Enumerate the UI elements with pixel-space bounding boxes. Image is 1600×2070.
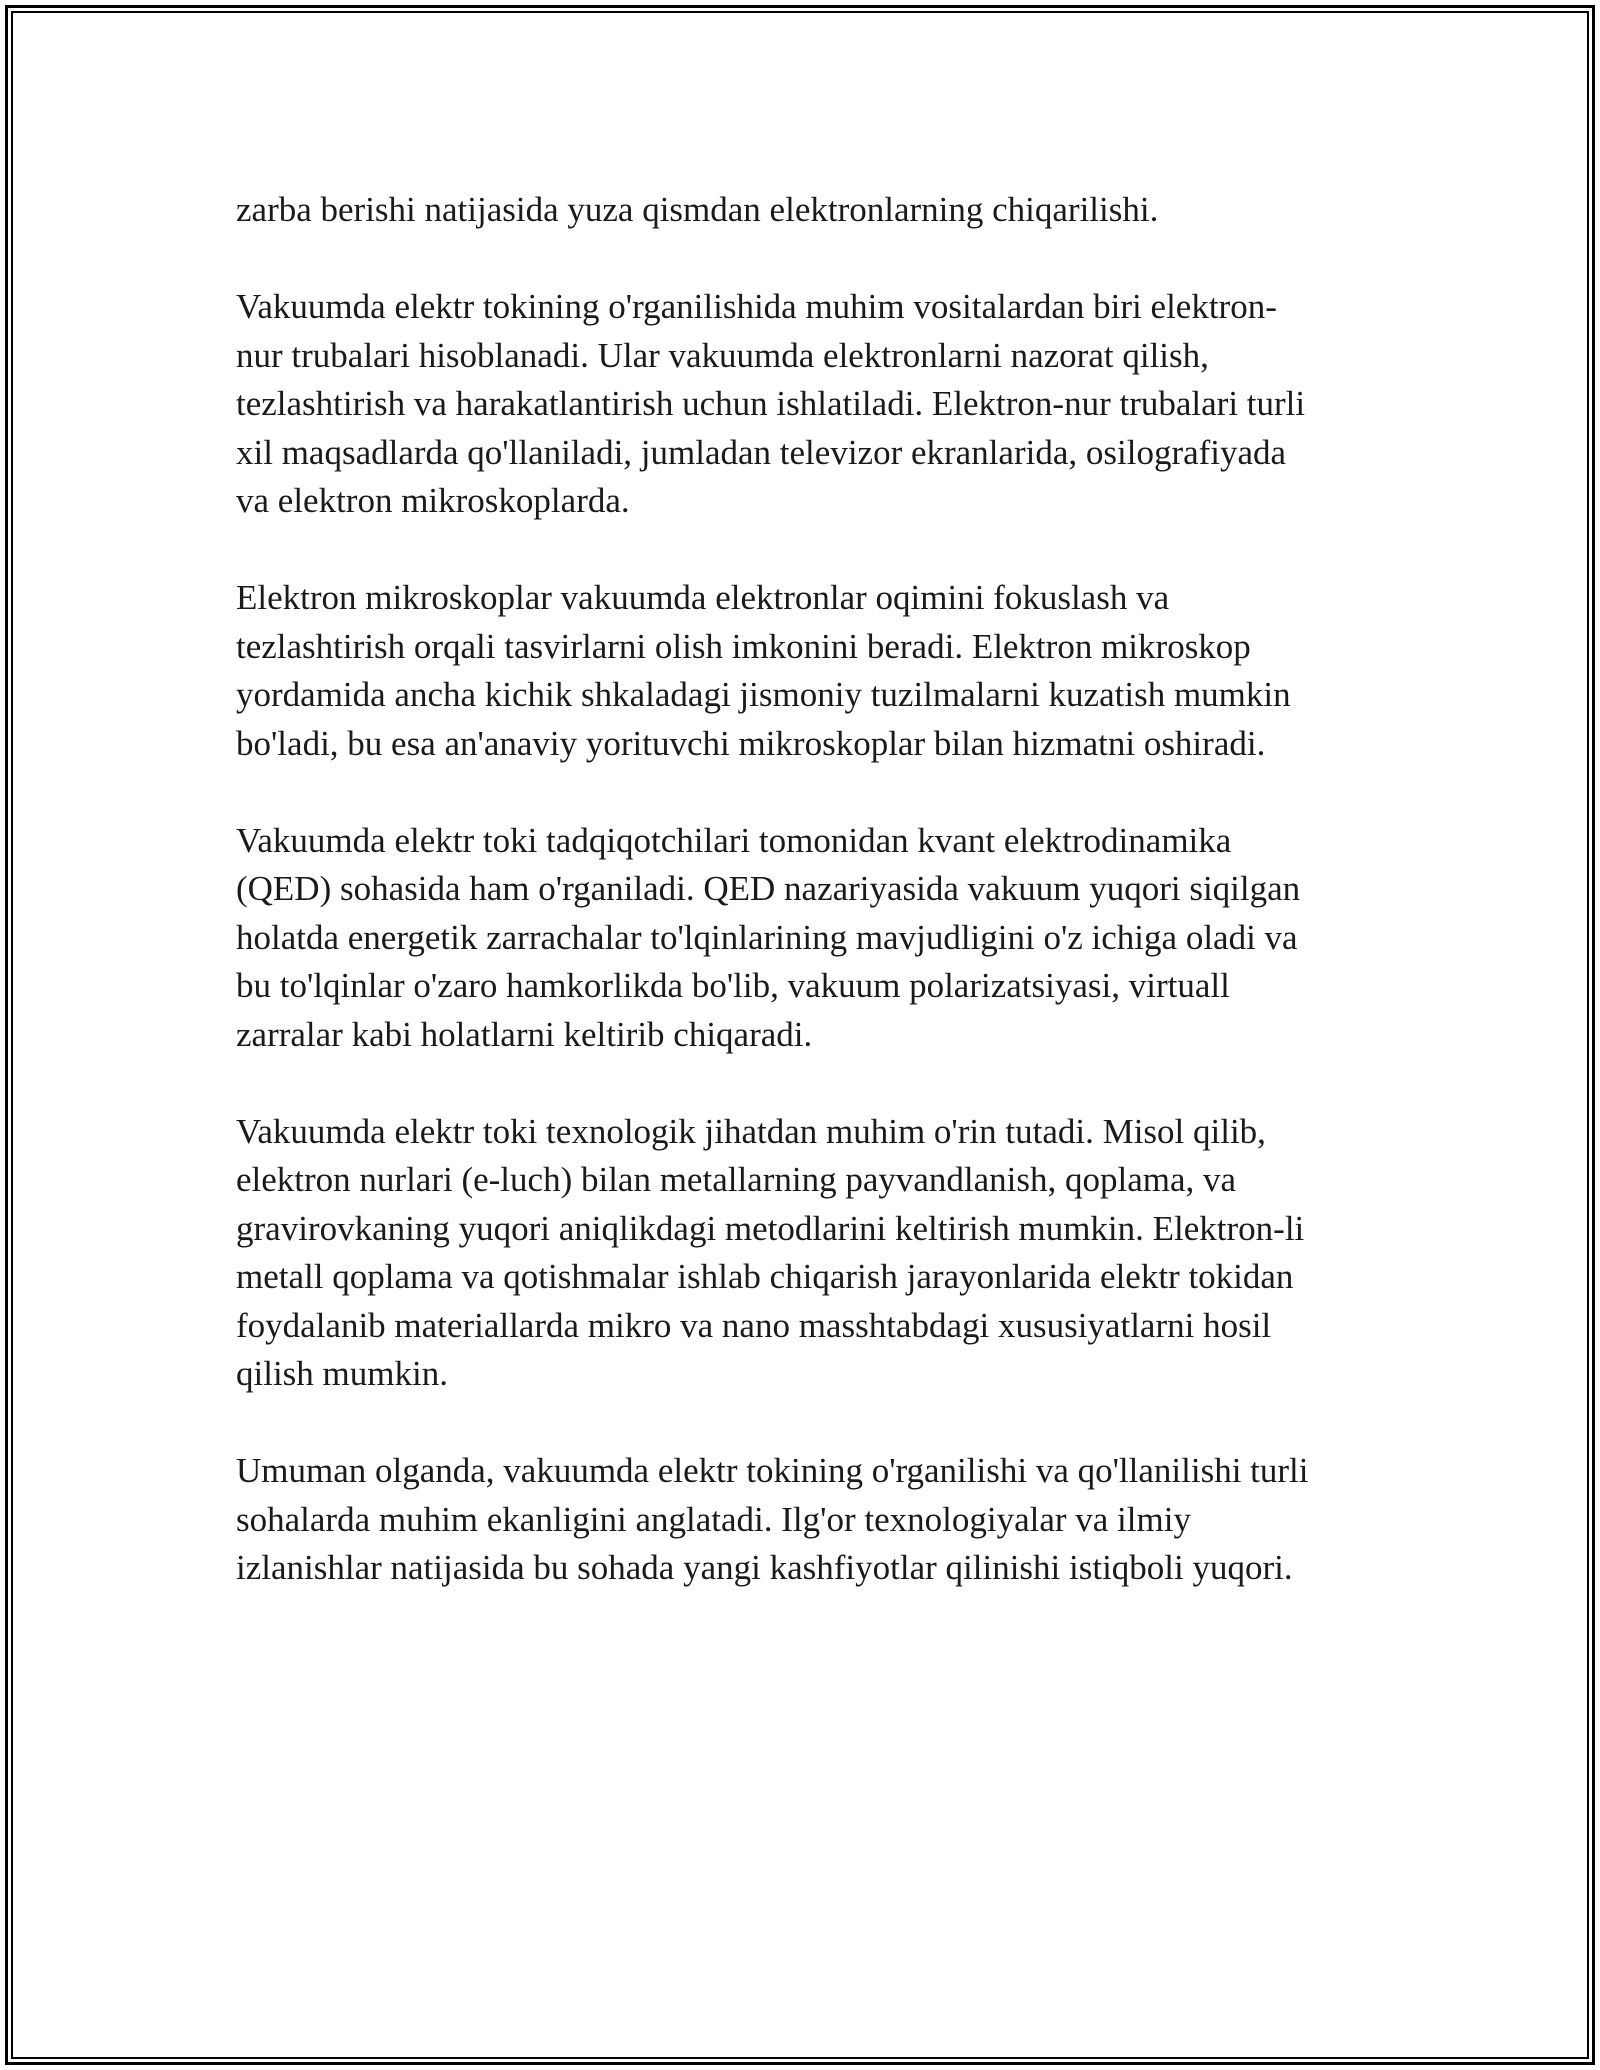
paragraph-5: Vakuumda elektr toki texnologik jihatdan muhim o'rin tutadi. Misol qilib, elektron nurlari (e-luch) bilan metallarning payvandlanish, qoplama, va gravirovkaning yuqori aniqlikdagi metodlarini keltirish mumkin. Elektron-li metall qoplama va qotishmalar ishlab chiqarish jarayonlarida elektr tokidan foydalanib materiallarda mikro va nano masshtabdagi xususiyatlarni hosil qilish mumkin.	[236, 1111, 1305, 1393]
paragraph-3: Elektron mikroskoplar vakuumda elektronlar oqimini fokuslash va tezlashtirish orqali tasvirlarni olish imkonini beradi. Elektron mikroskop yordamida ancha kichik shkaladagi jismoniy tuzilmalarni kuzatish mumkin bo'ladi, bu esa an'anaviy yorituvchi mikroskoplar bilan hizmatni oshiradi.	[236, 578, 1291, 763]
paragraph-6: Umuman olganda, vakuumda elektr tokining o'rganilishi va qo'llanilishi turli sohalarda muhim ekanligini anglatadi. Ilg'or texnologiyalar va ilmiy izlanishlar natijasida bu sohada yangi kashfiyotlar qilinishi istiqboli yuqori.	[236, 1451, 1309, 1587]
paragraph-4: Vakuumda elektr toki tadqiqotchilari tomonidan kvant elektrodinamika (QED) sohasida ham o'rganiladi. QED nazariyasida vakuum yuqori siqilgan holatda energetik zarrachalar to'lqinlarining mavjudligini o'z ichiga oladi va bu to'lqinlar o'zaro hamkorlikda bo'lib, vakuum polarizatsiyasi, virtuall zarralar kabi holatlarni keltirib chiqaradi.	[236, 820, 1301, 1054]
paragraph-1: zarba berishi natijasida yuza qismdan elektronlarning chiqarilishi.	[236, 190, 1159, 229]
paragraph-2: Vakuumda elektr tokining o'rganilishida muhim vositalardan biri elektron- nur trubalari hisoblanadi. Ular vakuumda elektronlarni nazorat qilish, tezlashtirish va harakatlantirish uchun ishlatiladi. Elektron-nur trubalari turli xil maqsadlarda qo'llaniladi, jumladan televizor ekranlarida, osilografiyada va elektron mikroskoplarda.	[236, 287, 1306, 520]
document-body	[236, 186, 1396, 1641]
